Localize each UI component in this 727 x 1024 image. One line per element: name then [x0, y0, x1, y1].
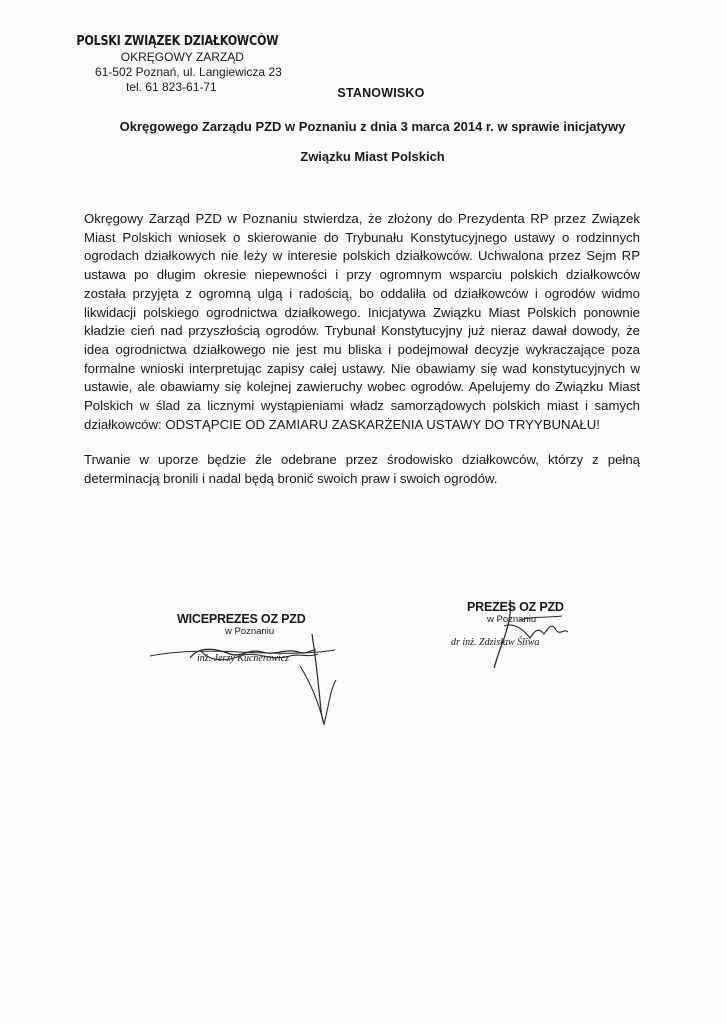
- signature-block-vice-president: [177, 612, 306, 664]
- document-title: STANOWISKO: [337, 86, 425, 100]
- organization-name: POLSKI ZWIĄZEK DZIAŁKOWCÓW: [76, 34, 279, 49]
- document-body: [84, 210, 640, 506]
- signature-place: w Poznaniu: [487, 614, 537, 625]
- body-paragraph-2: Trwanie w uporze będzie źle odebrane przez środowisko działkowców, którzy z pełną determinacją bronili i nadal będą bronić swoich praw i swoich ogrodów.: [84, 452, 640, 487]
- signature-name: dr inż. Zdzisław Śliwa: [451, 637, 540, 648]
- body-paragraph-1: Okręgowy Zarząd PZD w Poznaniu stwierdza, że złożony do Prezydenta RP przez Związek Miast Polskich wniosek o skierowanie do Trybunału Konstytucyjnego ustawy o rodzinnych ogrodach działkowych nie leży w interesie polskich działkowców. Uchwalona przez Sejm RP ustawa po długim okresie niepewności i przy ogromnym wsparciu polskich działkowców została przyjęta z ogromną ulgą i radością, bo oddaliła od działkowców i ogrodów widmo likwidacji polskiego ogrodnictwa działkowego. Inicjatywa Związku Miast Polskich ponownie kładzie cień nad przyszłością ogrodów. Trybunał Konstytucyjny już nieraz dawał dowody, że idea ogrodnictwa działkowego nie jest mu bliska i podejmował decyzje wykraczające poza formalne wnioski interpretując zapisy całej ustawy. Nie obawiamy się wad konstytucyjnych w ustawie, ale obawiamy się kolejnej zawieruchy wobec ogrodów. Apelujemy do Związku Miast Polskich w ślad za licznymi wystąpieniami władz samorządowych polskich miast i samych działkowców: ODSTĄPCIE OD ZAMIARU ZASKARŻENIA USTAWY DO TRYYBUNAŁU!: [84, 211, 640, 432]
- document-subtitle-line2: Związku Miast Polskich: [300, 149, 445, 164]
- signature-name: inż. Jerzy Kucnerowicz: [197, 653, 290, 664]
- organization-address: 61-502 Poznań, ul. Langiewicza 23: [94, 65, 282, 80]
- document-subtitle-line1: Okręgowego Zarządu PZD w Poznaniu z dnia 3 marca 2014 r. w sprawie inicjatywy: [119, 119, 626, 134]
- signature-role: PREZES OZ PZD: [467, 600, 564, 614]
- signature-role: WICEPREZES OZ PZD: [177, 612, 306, 626]
- organization-phone: tel. 61 823-61-71: [125, 80, 217, 95]
- signature-place: w Poznaniu: [225, 626, 275, 637]
- organization-unit: OKRĘGOWY ZARZĄD: [120, 50, 244, 65]
- signature-block-president: [451, 600, 564, 648]
